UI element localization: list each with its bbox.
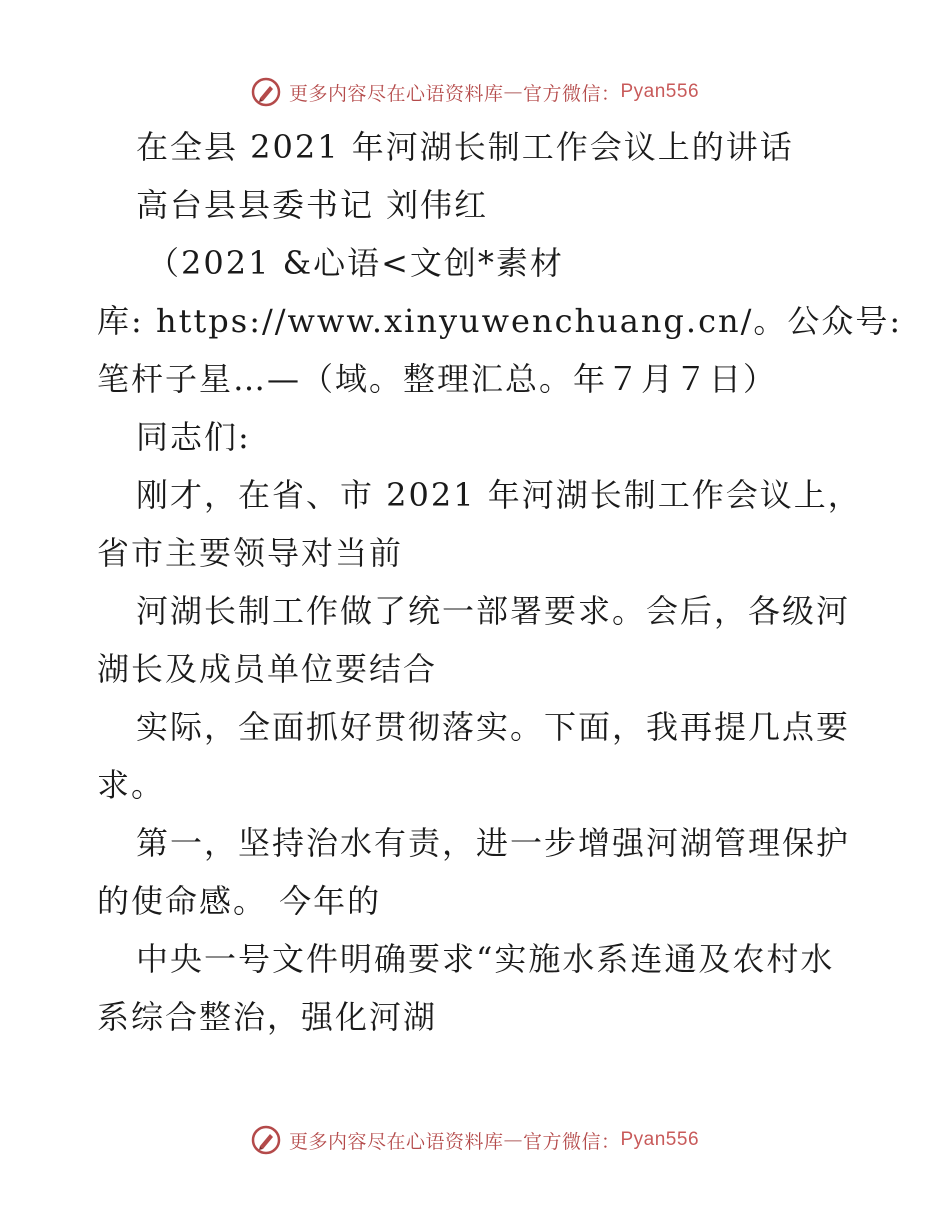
paragraph-line: 省市主要领导对当前 — [97, 534, 404, 572]
salutation: 同志们: — [136, 418, 251, 456]
text-line: （2021 &心语<文创*素材 — [147, 244, 564, 282]
pen-logo-icon — [251, 1125, 281, 1155]
header-watermark — [0, 72, 950, 112]
paragraph-line: 求。 — [97, 766, 166, 804]
document-author: 高台县县委书记 刘伟红 — [136, 186, 489, 224]
watermark-dash: — — [503, 1129, 523, 1151]
paragraph-line: 刚才，在省、市 2021 年河湖长制工作会议上， — [136, 476, 862, 514]
paragraph-line: 的使命感。 今年的 — [97, 882, 382, 920]
paragraph-line: 河湖长制工作做了统一部署要求。会后，各级河 — [136, 592, 851, 630]
watermark-text: 更多内容尽在心语资料库 — [288, 1130, 504, 1153]
watermark-wechat-id: Pyan556 — [620, 1129, 700, 1150]
pen-logo-icon — [251, 77, 281, 107]
watermark-wechat-id: Pyan556 — [620, 81, 700, 102]
paragraph-line: 系综合整治，强化河湖 — [97, 998, 438, 1036]
footer-watermark — [0, 1120, 950, 1160]
document-body — [97, 118, 903, 1046]
document-title: 在全县 2021 年河湖长制工作会议上的讲话 — [136, 128, 794, 166]
paragraph-line: 中央一号文件明确要求“实施水系连通及农村水 — [136, 940, 835, 978]
watermark-wechat-label: 官方微信： — [522, 1130, 621, 1153]
watermark-wechat-label: 官方微信： — [522, 82, 621, 105]
paragraph-line: 湖长及成员单位要结合 — [97, 650, 438, 688]
text-line: 库: https://www.xinyuwenchuang.cn/。公众号: — [97, 302, 903, 340]
paragraph-line: 实际，全面抓好贯彻落实。下面，我再提几点要 — [136, 708, 851, 746]
watermark-dash: — — [503, 81, 523, 103]
watermark-text: 更多内容尽在心语资料库 — [288, 82, 504, 105]
section-heading-line: 第一，坚持治水有责，进一步增强河湖管理保护 — [136, 824, 851, 862]
text-line: 笔杆子星…—（域。整理汇总。年７月７日） — [97, 360, 778, 398]
